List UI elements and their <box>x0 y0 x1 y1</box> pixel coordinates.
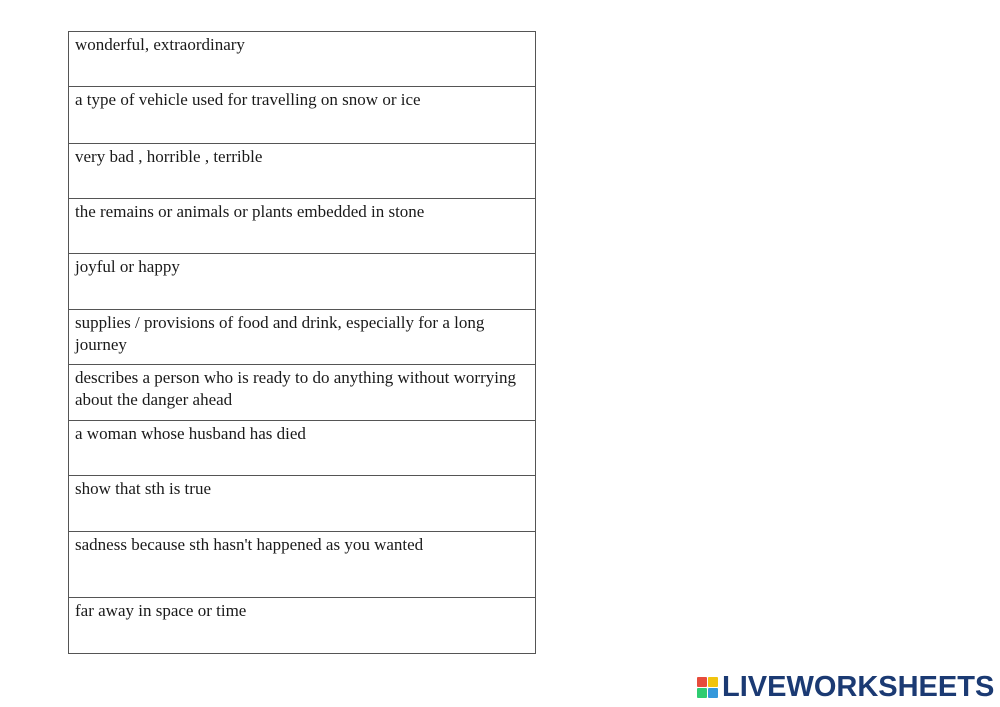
table-row <box>69 310 536 365</box>
definition-cell: very bad , horrible , terrible <box>69 144 536 199</box>
logo-block <box>708 688 718 698</box>
definition-cell: joyful or happy <box>69 254 536 310</box>
logo-blocks-icon <box>697 677 718 698</box>
logo-text: LIVEWORKSHEETS <box>722 671 995 703</box>
definition-cell: sadness because sth hasn't happened as you wanted <box>69 532 536 598</box>
definition-cell: a woman whose husband has died <box>69 421 536 476</box>
logo-block <box>697 677 707 687</box>
definition-cell: the remains or animals or plants embedded in stone <box>69 199 536 254</box>
logo-block <box>708 677 718 687</box>
definition-cell: show that sth is true <box>69 476 536 532</box>
table-row <box>69 87 536 144</box>
table-row <box>69 532 536 598</box>
definition-cell: wonderful, extraordinary <box>69 32 536 87</box>
liveworksheets-logo <box>697 673 994 701</box>
definitions-table <box>68 31 536 654</box>
definition-cell: supplies / provisions of food and drink, especially for a long journey <box>69 310 536 365</box>
table-row <box>69 598 536 654</box>
table-row <box>69 476 536 532</box>
table-row <box>69 365 536 421</box>
table-row <box>69 144 536 199</box>
definition-cell: far away in space or time <box>69 598 536 654</box>
logo-block <box>697 688 707 698</box>
table-row <box>69 32 536 87</box>
definition-cell: a type of vehicle used for travelling on snow or ice <box>69 87 536 144</box>
table-row <box>69 421 536 476</box>
definition-cell: describes a person who is ready to do anything without worrying about the danger ahead <box>69 365 536 421</box>
table-row <box>69 199 536 254</box>
table-row <box>69 254 536 310</box>
